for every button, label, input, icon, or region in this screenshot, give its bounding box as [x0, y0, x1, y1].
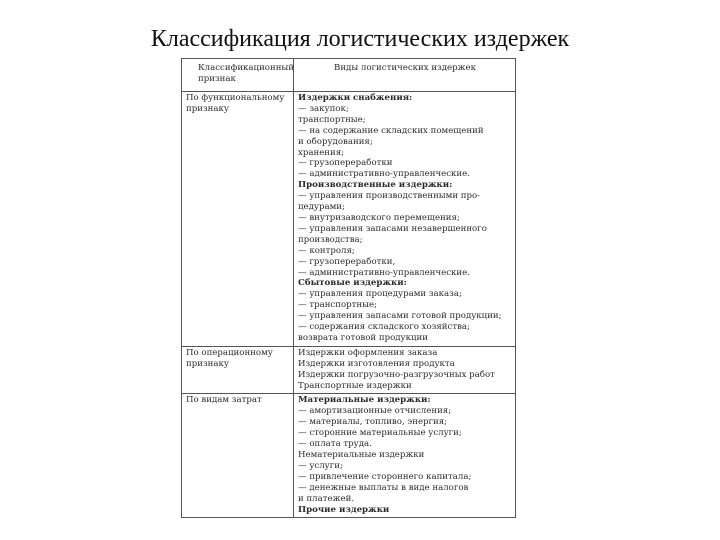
cost-line: — привлечение стороннего капитала;	[298, 471, 472, 482]
cost-line: — административно-управленческие.	[298, 169, 470, 180]
cost-line: Производственные издержки:	[298, 180, 453, 191]
cost-line: — управления процедурами заказа;	[298, 289, 462, 300]
cost-line: — транспортные;	[298, 300, 377, 311]
page-title: Классификация логистических издержек	[150, 26, 570, 52]
criterion-cell: По операционному признаку	[182, 346, 294, 394]
cost-types-cell	[294, 92, 516, 347]
cost-line: — материалы, топливо, энергия;	[298, 417, 448, 428]
criterion-cell: По видам затрат	[182, 394, 294, 518]
cost-line: — контроля;	[298, 245, 355, 256]
cost-line: Издержки изготовления продукта	[298, 358, 455, 369]
cost-line: и оборудования;	[298, 136, 373, 147]
cost-line: — денежные выплаты в виде налогов	[298, 482, 469, 493]
cost-line: Транспортные издержки	[298, 380, 412, 391]
cost-line: Издержки погрузочно-разгрузочных работ	[298, 369, 495, 380]
cost-line: — закупок;	[298, 103, 349, 114]
header-cost-types: Виды логистических издержек	[294, 59, 516, 92]
table-row	[182, 346, 516, 394]
cost-line: — грузопереработки,	[298, 256, 396, 267]
cost-line: — содержания складского хозяйства;	[298, 322, 470, 333]
criterion-cell: По функциональному признаку	[182, 92, 294, 347]
cost-line: — на содержание складских помещений	[298, 125, 484, 136]
cost-line: — управления запасами незавершенного	[298, 223, 487, 234]
cost-line: — административно-управленческие.	[298, 267, 470, 278]
cost-line: Прочие издержки	[298, 504, 390, 515]
table-row	[182, 92, 516, 347]
cost-line: Издержки оформления заказа	[298, 347, 438, 358]
cost-line: — управления запасами готовой продукции;	[298, 311, 502, 322]
table-header-row	[182, 59, 516, 92]
cost-line: транспортные;	[298, 114, 366, 125]
cost-line: — внутризаводского перемещения;	[298, 212, 460, 223]
cost-line: — управления производственными про-	[298, 191, 481, 202]
cost-types-cell	[294, 346, 516, 394]
cost-line: — услуги;	[298, 460, 343, 471]
cost-line: — амортизационные отчисления;	[298, 406, 452, 417]
cost-line: хранения;	[298, 147, 345, 158]
cost-line: — сторонние материальные услуги;	[298, 428, 462, 439]
cost-line: — оплата труда.	[298, 439, 372, 450]
cost-line: возврата готовой продукции	[298, 332, 428, 343]
cost-line: производства;	[298, 234, 363, 245]
cost-line: Материальные издержки:	[298, 395, 431, 406]
cost-types-cell	[294, 394, 516, 518]
cost-line: — грузопереработки	[298, 158, 393, 169]
cost-line: Сбытовые издержки:	[298, 278, 407, 289]
cost-line: цедурами;	[298, 202, 345, 213]
cost-line: Издержки снабжения:	[298, 93, 413, 103]
cost-line: и платежей.	[298, 493, 355, 504]
cost-line: Нематериальные издержки	[298, 450, 425, 460]
header-criterion: Классификационный признак	[182, 59, 294, 92]
table-row	[182, 394, 516, 518]
logistics-costs-table	[181, 58, 516, 518]
